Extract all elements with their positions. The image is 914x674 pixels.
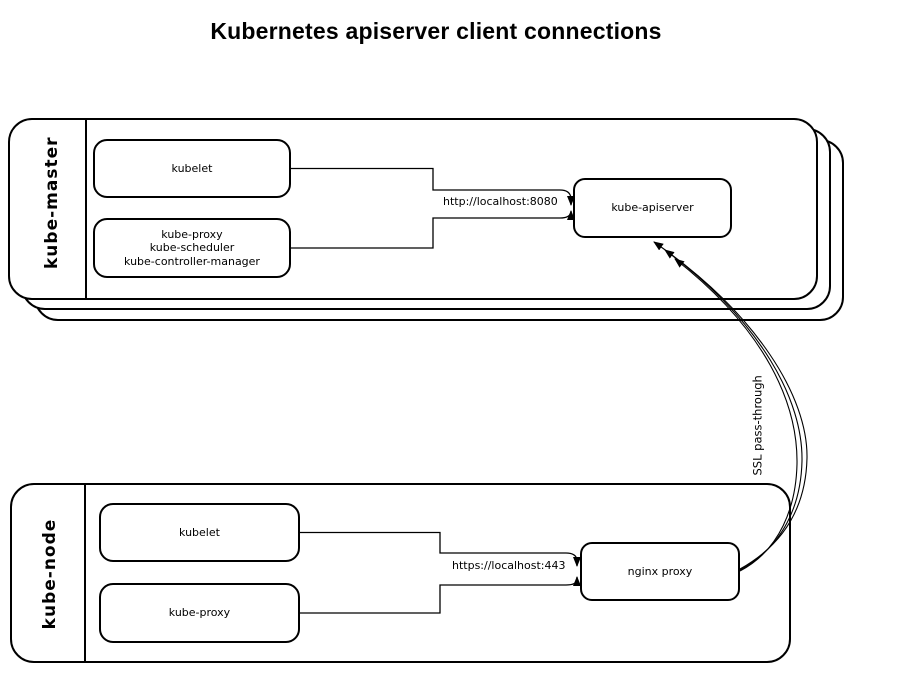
diagram-title: Kubernetes apiserver client connections: [210, 18, 662, 44]
ssl-pass-through-label: SSL pass-through: [750, 375, 765, 476]
node-nginx-proxy-label: nginx proxy: [627, 564, 693, 578]
node-kube-apiserver-label: kube-apiserver: [611, 201, 694, 215]
node-kube-apiserver: [573, 178, 732, 238]
kube-master-label-divider: [85, 120, 87, 298]
node-kubelet-node: [99, 503, 300, 562]
node-label-kube-scheduler: kube-scheduler: [149, 241, 235, 255]
kube-node-group-label: kube-node: [40, 518, 60, 630]
node-nginx-proxy: [580, 542, 740, 601]
node-kubelet-node-label: kubelet: [179, 525, 220, 539]
node-kubelet-master: [93, 139, 291, 198]
node-control-plane-clients: [93, 218, 291, 278]
node-label-kube-proxy: kube-proxy: [161, 227, 223, 241]
edge-label-http-localhost-8080: http://localhost:8080: [443, 195, 558, 208]
node-label-kube-controller-manager: kube-controller-manager: [124, 254, 260, 268]
edge-label-https-localhost-443: https://localhost:443: [452, 559, 566, 572]
node-kubelet-master-label: kubelet: [171, 161, 213, 175]
kube-master-group-label: kube-master: [42, 136, 62, 269]
kube-node-label-divider: [84, 485, 86, 661]
node-kube-proxy: [99, 583, 300, 643]
node-kube-proxy-label: kube-proxy: [168, 606, 231, 620]
